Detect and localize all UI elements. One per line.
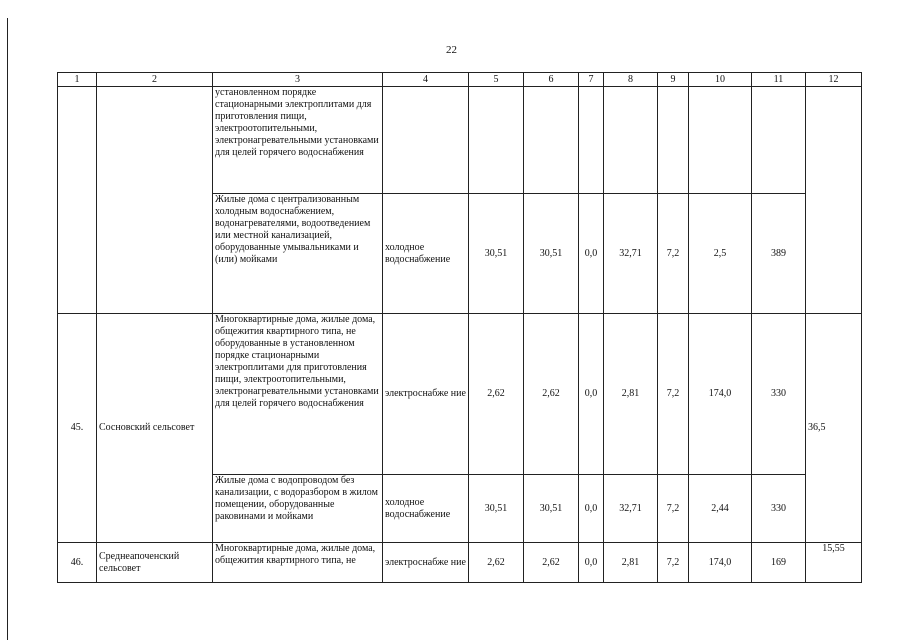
value-cell: 0,0: [579, 475, 604, 543]
housing-description: Многоквартирные дома, жилые дома, общежития квартирного типа, не: [213, 543, 383, 583]
value-cell: 2,81: [604, 314, 658, 475]
header-cell: 6: [524, 73, 579, 87]
value-cell: 32,71: [604, 475, 658, 543]
value-cell: 7,2: [658, 314, 689, 475]
value-cell: [524, 87, 579, 194]
value-cell: 0,0: [579, 543, 604, 583]
value-cell: [689, 87, 752, 194]
service-cell: электроснабже ние: [383, 314, 469, 475]
table-row: [58, 543, 862, 583]
value-cell: 36,5: [806, 314, 862, 543]
header-cell: 3: [213, 73, 383, 87]
header-row: [58, 73, 862, 87]
value-cell: 30,51: [469, 194, 524, 314]
value-cell: 7,2: [658, 194, 689, 314]
header-cell: 8: [604, 73, 658, 87]
value-cell: 2,44: [689, 475, 752, 543]
value-cell: [658, 87, 689, 194]
value-cell: [604, 87, 658, 194]
row-number-cell: 46.: [58, 543, 97, 583]
value-cell: 2,81: [604, 543, 658, 583]
value-cell: 2,62: [524, 543, 579, 583]
service-cell: [383, 87, 469, 194]
header-cell: 1: [58, 73, 97, 87]
settlement-cell: [97, 87, 213, 314]
service-cell: электроснабже ние: [383, 543, 469, 583]
service-cell: холодное водоснабжение: [383, 475, 469, 543]
header-cell: 9: [658, 73, 689, 87]
value-cell: [579, 87, 604, 194]
value-cell: [469, 87, 524, 194]
value-cell: [806, 87, 862, 314]
left-margin-line: [7, 18, 8, 640]
header-cell: 10: [689, 73, 752, 87]
value-cell: 2,62: [469, 314, 524, 475]
table-row: [58, 314, 862, 475]
value-cell: [752, 87, 806, 194]
value-cell: 15,55: [806, 543, 862, 583]
header-cell: 12: [806, 73, 862, 87]
header-cell: 5: [469, 73, 524, 87]
housing-description: установленном порядке стационарными электроплитами для приготовления пищи, электроотопительными, электронагревательными установками для целей горячего водоснабжения: [213, 87, 383, 194]
value-cell: 30,51: [469, 475, 524, 543]
service-cell: холодное водоснабжение: [383, 194, 469, 314]
value-cell: 0,0: [579, 194, 604, 314]
value-cell: 330: [752, 475, 806, 543]
row-number-cell: 45.: [58, 314, 97, 543]
value-cell: 2,5: [689, 194, 752, 314]
value-cell: 0,0: [579, 314, 604, 475]
value-cell: 174,0: [689, 543, 752, 583]
row-number-cell: [58, 87, 97, 314]
value-cell: 30,51: [524, 475, 579, 543]
header-cell: 4: [383, 73, 469, 87]
housing-description: Жилые дома с централизованным холодным водоснабжением, водонагревателями, водоотведением или местной канализацией, оборудованные умывальниками и (или) мойками: [213, 194, 383, 314]
header-cell: 11: [752, 73, 806, 87]
tariff-table: [57, 72, 862, 583]
settlement-cell: Сосновский сельсовет: [97, 314, 213, 543]
value-cell: 30,51: [524, 194, 579, 314]
value-cell: 389: [752, 194, 806, 314]
page-number: 22: [446, 44, 457, 56]
value-cell: 2,62: [469, 543, 524, 583]
value-cell: 32,71: [604, 194, 658, 314]
value-cell: 7,2: [658, 475, 689, 543]
housing-description: Многоквартирные дома, жилые дома, общежития квартирного типа, не оборудованные в установленном порядке стационарными электроплитами для приготовления пищи, электроотопительными, электронагревательными установками для целей горячего водоснабжения: [213, 314, 383, 475]
value-cell: 174,0: [689, 314, 752, 475]
value-cell: 330: [752, 314, 806, 475]
header-cell: 2: [97, 73, 213, 87]
settlement-cell: Среднеапоченский сельсовет: [97, 543, 213, 583]
value-cell: 169: [752, 543, 806, 583]
value-cell: 7,2: [658, 543, 689, 583]
housing-description: Жилые дома с водопроводом без канализации, с водоразбором в жилом помещении, оборудованные раковинами и мойками: [213, 475, 383, 543]
value-cell: 2,62: [524, 314, 579, 475]
header-cell: 7: [579, 73, 604, 87]
table-row: [58, 87, 862, 194]
